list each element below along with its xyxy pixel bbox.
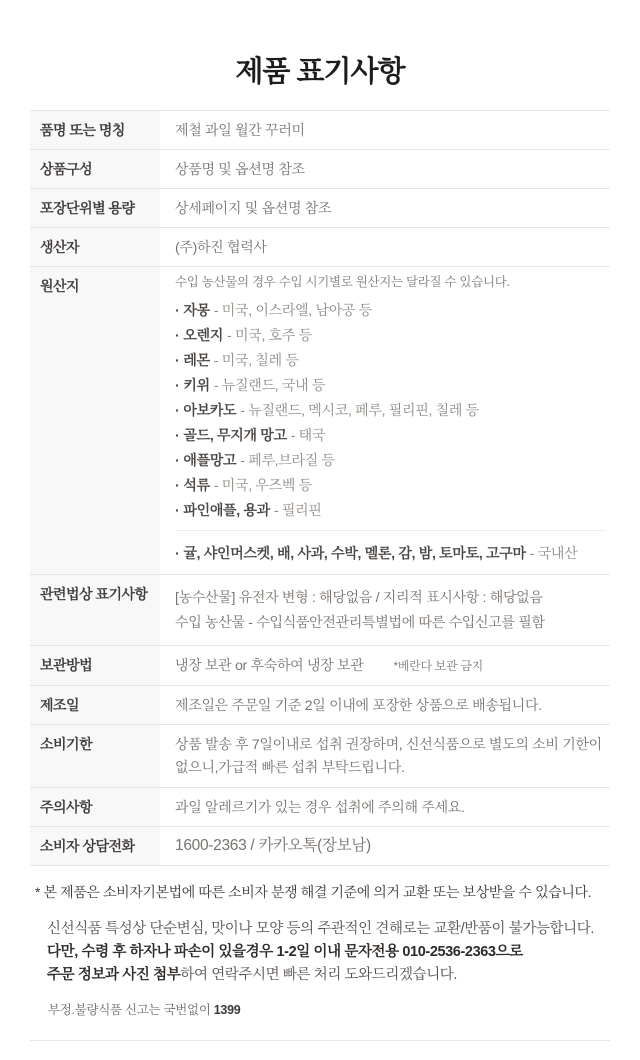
row-label: 제조일 <box>30 686 160 724</box>
origin-item <box>175 498 606 523</box>
fruit-name: 파인애플, 용과 <box>183 502 270 518</box>
row-value: 과일 알레르기가 있는 경우 섭취에 주의해 주세요. <box>175 799 465 815</box>
table-row-producer <box>30 227 610 266</box>
fruit-name: 석류 <box>183 477 210 493</box>
footer-policy-line-3 <box>47 964 610 987</box>
fruit-name: 키위 <box>183 377 210 393</box>
fruit-name: 자몽 <box>183 302 210 318</box>
product-info-table <box>30 110 610 866</box>
origin-domestic-row <box>175 530 606 564</box>
bullet-glyph: · <box>175 502 180 518</box>
footer-policy-line-1: 신선식품 특성상 단순변심, 맛이나 모양 등의 주관적인 견해로는 교환/반품이 불가능합니다. <box>47 921 594 937</box>
origin-item <box>175 398 606 423</box>
row-label: 소비기한 <box>30 725 160 787</box>
origin-intro: 수입 농산물의 경우 수입 시기별로 원산지는 달라질 수 있습니다. <box>175 275 510 289</box>
origin-value <box>160 267 610 574</box>
row-value: 상세페이지 및 옵션명 참조 <box>175 200 332 216</box>
bullet-glyph: · <box>175 427 180 443</box>
origin-countries: - 뉴질랜드, 멕시코, 페루, 필리핀, 칠레 등 <box>240 402 479 418</box>
legal-line-2: 수입 농산물 - 수입식품안전관리특별법에 따른 수입신고를 필함 <box>175 614 545 630</box>
footer-policy-line-2: 다만, 수령 후 하자나 파손이 있을경우 1-2일 이내 문자전용 010-2536-2363으로 <box>47 944 523 960</box>
origin-item <box>175 473 606 498</box>
footer-report-text: 부정.불량식품 신고는 국번없이 <box>48 1003 214 1017</box>
row-value: 1600-2363 / 카카오톡(장보남) <box>175 837 371 854</box>
origin-countries: - 미국, 이스라엘, 남아공 등 <box>213 302 372 318</box>
origin-item <box>175 423 606 448</box>
footer-policy <box>47 918 610 987</box>
table-row-manufacture-date <box>30 685 610 724</box>
bullet-glyph: · <box>175 302 180 318</box>
table-row-storage <box>30 645 610 685</box>
bullet-glyph: · <box>175 545 180 561</box>
bullet-glyph: · <box>175 402 180 418</box>
page-title: 제품 표기사항 <box>235 56 405 88</box>
origin-countries: - 페루,브라질 등 <box>240 452 335 468</box>
table-row-customer-service <box>30 826 610 865</box>
row-label: 보관방법 <box>30 646 160 685</box>
row-label: 관련법상 표기사항 <box>30 575 160 645</box>
table-row-legal <box>30 574 610 645</box>
legal-value <box>160 575 610 645</box>
storage-value: 냉장 보관 or 후숙하여 냉장 보관 <box>175 657 364 673</box>
origin-countries: - 뉴질랜드, 국내 등 <box>213 377 326 393</box>
footer-report-number: 1399 <box>213 1003 241 1017</box>
row-value: 제조일은 주문일 기준 2일 이내에 포장한 상품으로 배송됩니다. <box>175 697 542 713</box>
fruit-name: 귤, 샤인머스켓, 배, 사과, 수박, 멜론, 감, 밤, 토마토, 고구마 <box>183 545 526 561</box>
origin-item <box>175 448 606 473</box>
origin-item <box>175 323 606 348</box>
bullet-glyph: · <box>175 352 180 368</box>
table-row-caution <box>30 787 610 826</box>
origin-item <box>175 373 606 398</box>
row-label: 포장단위별 용량 <box>30 189 160 227</box>
table-row-product-name <box>30 110 610 149</box>
footer-compensation-note: * 본 제품은 소비자기본법에 따른 소비자 분쟁 해결 기준에 의거 교환 또는 보상받을 수 있습니다. <box>35 884 592 900</box>
bullet-glyph: · <box>175 327 180 343</box>
fruit-name: 레몬 <box>183 352 210 368</box>
legal-line-1: [농수산물] 유전자 변형 : 해당없음 / 지리적 표시사항 : 해당없음 <box>175 589 543 605</box>
bottom-divider <box>30 1040 610 1041</box>
table-row-composition <box>30 149 610 188</box>
fruit-name: 아보카도 <box>183 402 237 418</box>
origin-countries: - 국내산 <box>529 545 578 561</box>
bullet-glyph: · <box>175 377 180 393</box>
row-value: 상품명 및 옵션명 참조 <box>175 161 305 177</box>
table-row-package-volume <box>30 188 610 227</box>
origin-item <box>175 298 606 323</box>
footer-report-line <box>48 1000 610 1018</box>
origin-item <box>175 348 606 373</box>
origin-countries: - 미국, 호주 등 <box>227 327 312 343</box>
origin-countries: - 필리핀 <box>273 502 322 518</box>
origin-countries: - 미국, 우즈벡 등 <box>213 477 312 493</box>
bullet-glyph: · <box>175 452 180 468</box>
row-label: 상품구성 <box>30 150 160 188</box>
row-label: 생산자 <box>30 228 160 266</box>
row-label: 소비자 상담전화 <box>30 827 160 865</box>
origin-countries: - 태국 <box>290 427 326 443</box>
fruit-name: 오렌지 <box>183 327 224 343</box>
origin-list <box>175 298 606 523</box>
table-row-origin <box>30 266 610 574</box>
bullet-glyph: · <box>175 477 180 493</box>
row-value: 상품 발송 후 7일이내로 섭취 권장하며, 신선식품으로 별도의 소비 기한이 없으니,가급적 빠른 섭취 부탁드립니다. <box>175 736 602 775</box>
row-label: 품명 또는 명칭 <box>30 111 160 149</box>
footer-policy-line-3-rest: 하여 연락주시면 빠른 처리 도와드리겠습니다. <box>180 967 458 983</box>
fruit-name: 애플망고 <box>183 452 237 468</box>
fruit-name: 골드, 무지개 망고 <box>183 427 287 443</box>
row-label: 주의사항 <box>30 788 160 826</box>
storage-note: *베란다 보관 금지 <box>393 659 483 673</box>
row-value: 제철 과일 월간 꾸러미 <box>175 122 305 138</box>
origin-countries: - 미국, 칠레 등 <box>213 352 299 368</box>
footer <box>30 883 610 1041</box>
row-label: 원산지 <box>30 267 160 574</box>
row-value: (주)하진 협력사 <box>175 239 267 255</box>
storage-value-cell <box>160 646 610 685</box>
footer-policy-line-3-bold: 주문 정보과 사진 첨부 <box>47 967 181 983</box>
table-row-expiry <box>30 724 610 787</box>
